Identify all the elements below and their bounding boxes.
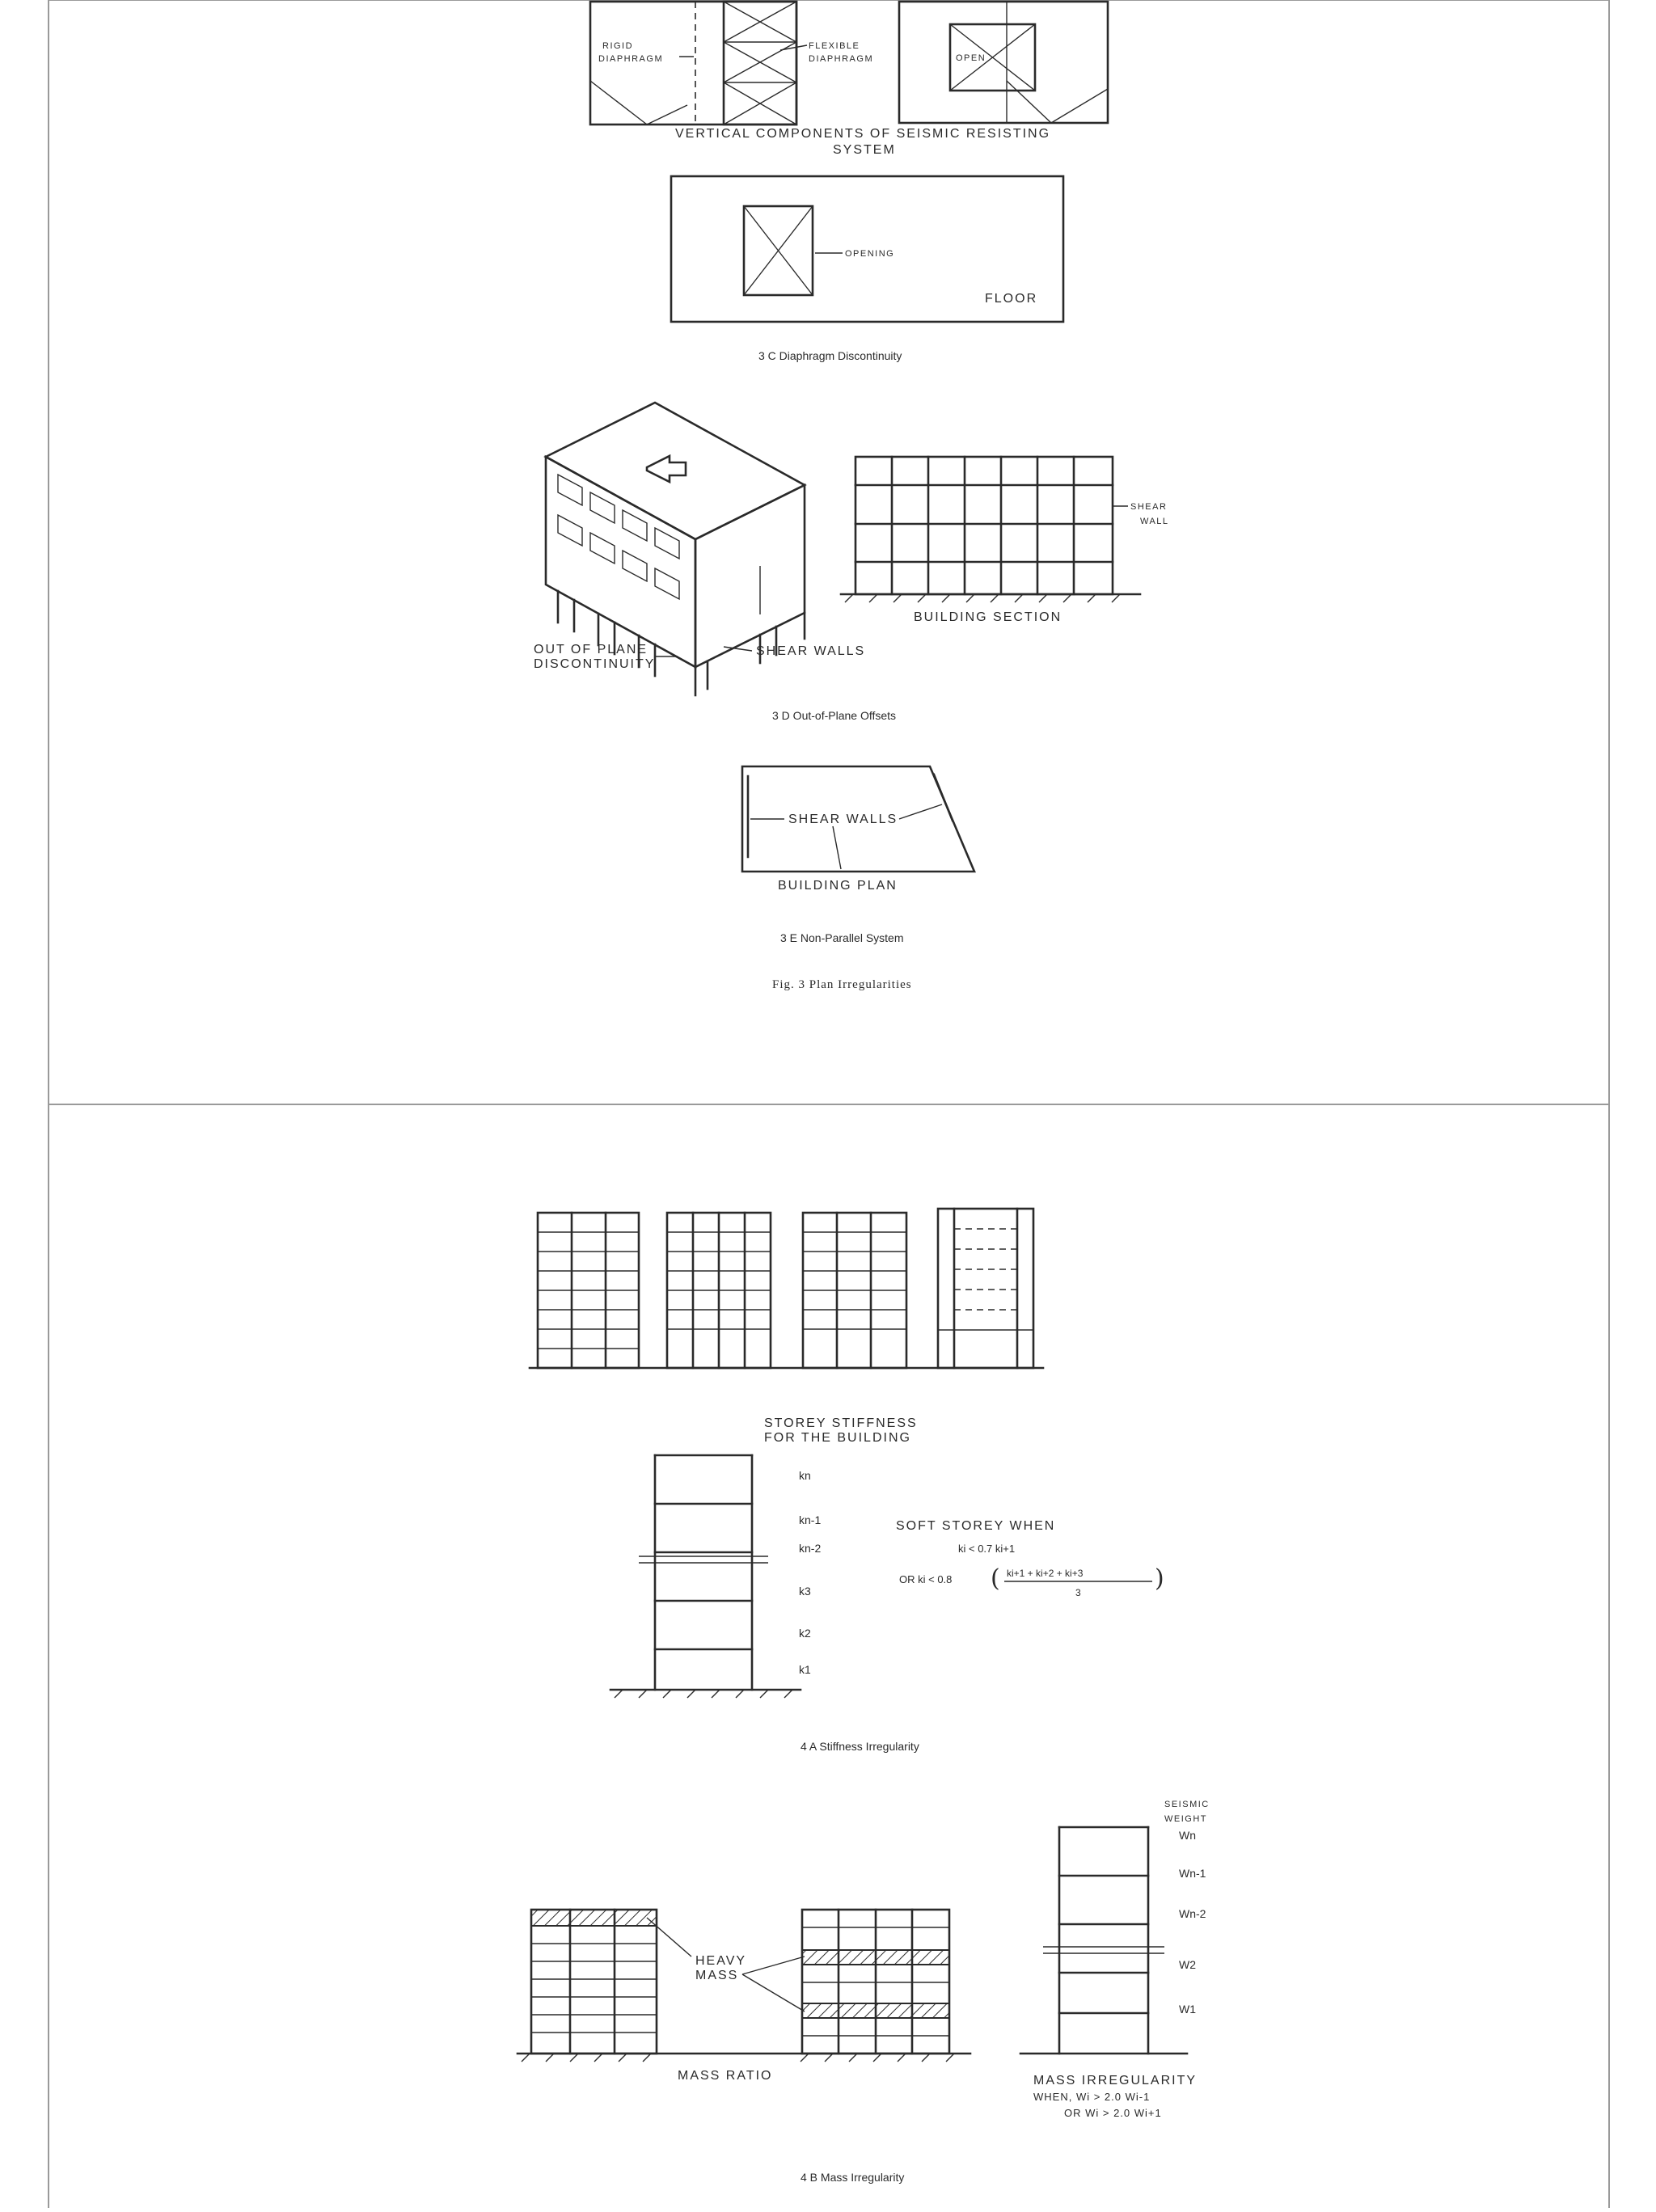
open-label: OPEN	[956, 53, 986, 63]
shear-walls-label-3e: SHEAR WALLS	[788, 813, 898, 826]
floor-label: FLOOR	[985, 292, 1038, 306]
k-label-n: kn	[799, 1469, 811, 1482]
building-plan-label: BUILDING PLAN	[778, 879, 898, 893]
k-label-3: k3	[799, 1585, 811, 1598]
k-label-2: k2	[799, 1627, 811, 1640]
figure-3-title: Fig. 3 Plan Irregularities	[772, 978, 912, 991]
condition-2-prefix: OR ki < 0.8	[899, 1573, 953, 1585]
mass-irregularity-label: MASS IRREGULARITY	[1033, 2074, 1198, 2087]
w-label-n-1: Wn-1	[1179, 1867, 1206, 1880]
caption-4a: 4 A Stiffness Irregularity	[801, 1740, 919, 1753]
discontinuity-label: DISCONTINUITY	[534, 657, 656, 671]
page-1	[49, 0, 1609, 1104]
page-2	[49, 1104, 1609, 2208]
paren-open: (	[991, 1564, 1000, 1593]
caption-3d: 3 D Out-of-Plane Offsets	[772, 709, 897, 722]
diaphragm-label: DIAPHRAGM	[598, 54, 664, 64]
opening-label: OPENING	[845, 249, 895, 259]
condition-2-denominator: 3	[1075, 1587, 1081, 1598]
page-2-border	[49, 1104, 1609, 2208]
caption-3c: 3 C Diaphragm Discontinuity	[758, 349, 902, 362]
wall-label: WALL	[1140, 517, 1169, 526]
out-of-plane-label: OUT OF PLANE	[534, 643, 648, 656]
building-section-label: BUILDING SECTION	[914, 610, 1062, 624]
seismic-label: SEISMIC	[1164, 1800, 1210, 1809]
w-label-n-2: Wn-2	[1179, 1907, 1206, 1920]
weight-label: WEIGHT	[1164, 1814, 1207, 1824]
k-label-n-1: kn-1	[799, 1513, 822, 1526]
condition-2-numerator: ki+1 + ki+2 + ki+3	[1007, 1568, 1084, 1579]
mass-condition-1: WHEN, Wi > 2.0 Wi-1	[1033, 2091, 1151, 2103]
shear-walls-label-3d: SHEAR WALLS	[756, 644, 866, 658]
mass-ratio-label: MASS RATIO	[678, 2069, 773, 2083]
for-the-building-label: FOR THE BUILDING	[764, 1431, 911, 1445]
mass-label: MASS	[695, 1969, 739, 1982]
k-label-n-2: kn-2	[799, 1542, 822, 1555]
k-label-1: k1	[799, 1663, 811, 1676]
w-label-2: W2	[1179, 1958, 1196, 1971]
flexible-label: FLEXIBLE	[809, 41, 860, 51]
flexible-diaphragm-label: DIAPHRAGM	[809, 54, 874, 64]
condition-1: ki < 0.7 ki+1	[958, 1543, 1016, 1555]
soft-storey-label: SOFT STOREY WHEN	[896, 1519, 1056, 1533]
storey-stiffness-label: STOREY STIFFNESS	[764, 1416, 918, 1430]
paren-close: )	[1155, 1564, 1164, 1593]
shear-label: SHEAR	[1130, 502, 1168, 512]
caption-4b: 4 B Mass Irregularity	[801, 2171, 905, 2184]
rigid-label: RIGID	[602, 41, 634, 51]
system-label: SYSTEM	[833, 143, 896, 157]
vertical-components-label: VERTICAL COMPONENTS OF SEISMIC RESISTING	[675, 127, 1051, 141]
w-label-1: W1	[1179, 2003, 1196, 2016]
caption-3e: 3 E Non-Parallel System	[780, 931, 904, 944]
w-label-n: Wn	[1179, 1829, 1196, 1842]
mass-condition-2: OR Wi > 2.0 Wi+1	[1064, 2107, 1162, 2119]
heavy-label: HEAVY	[695, 1954, 747, 1968]
